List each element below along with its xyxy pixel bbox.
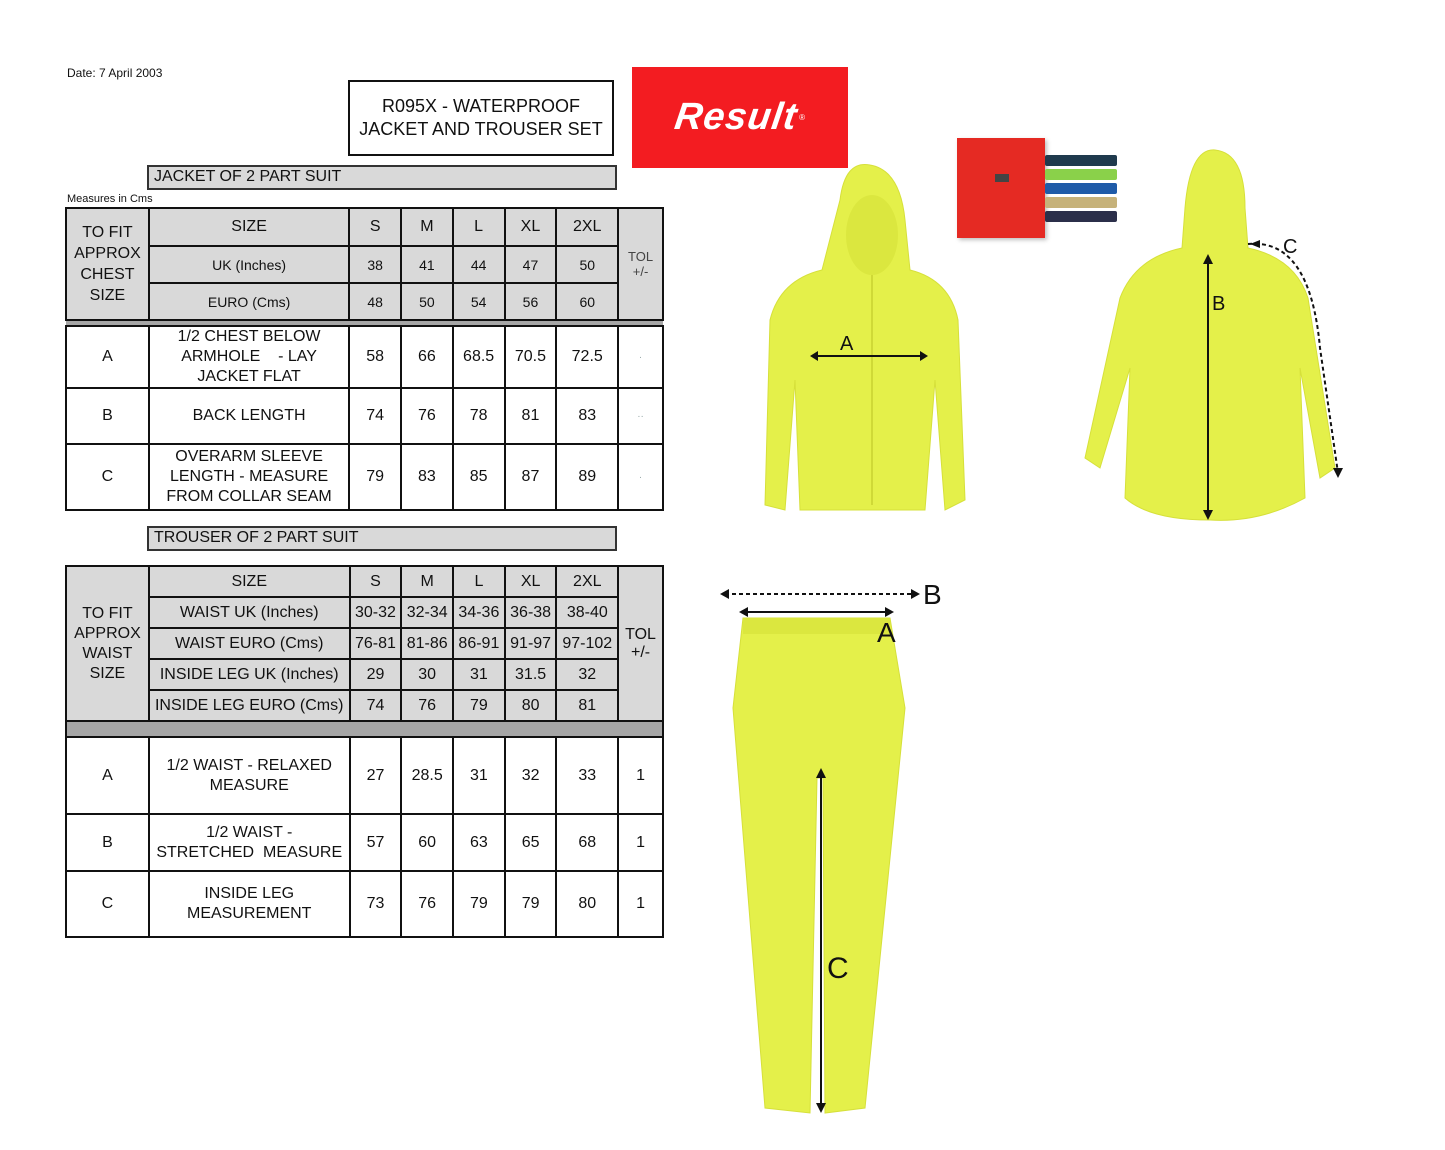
trouser-measure-row-c: C INSIDE LEG MEASUREMENT 73 76 79 79 80 1 [66, 871, 663, 937]
size-col-m: M [401, 566, 453, 597]
trouser-size-table [65, 565, 664, 938]
jacket-front-diagram [760, 160, 970, 530]
jacket-fit-row-uk: UK (Inches) 38 41 44 47 50 [66, 246, 663, 283]
size-col-2xl: 2XL [556, 208, 618, 246]
jacket-size-table [65, 207, 664, 511]
jacket-fit-label: TO FIT APPROX CHEST SIZE [66, 208, 149, 320]
document-date: Date: 7 April 2003 [67, 66, 163, 80]
svg-text:A: A [840, 333, 854, 355]
size-col-s: S [349, 208, 401, 246]
size-col-l: L [453, 208, 505, 246]
svg-text:B: B [1212, 293, 1226, 315]
jacket-fit-row-euro: EURO (Cms) 48 50 54 56 60 [66, 283, 663, 320]
packing-bag-image [957, 138, 1045, 238]
size-col-xl: XL [505, 566, 557, 597]
svg-text:C: C [1283, 236, 1298, 258]
size-col-m: M [401, 208, 453, 246]
trouser-section-title: TROUSER OF 2 PART SUIT [147, 526, 617, 551]
trouser-size-header: SIZE [149, 566, 350, 597]
document-title [348, 80, 614, 156]
trouser-measure-row-a: A 1/2 WAIST - RELAXED MEASURE 27 28.5 31 32 33 1 [66, 737, 663, 814]
size-col-l: L [453, 566, 505, 597]
svg-text:B: B [923, 579, 942, 610]
trouser-fit-row-leg-euro: INSIDE LEG EURO (Cms) 74 76 79 80 81 [66, 690, 663, 721]
svg-text:A: A [877, 617, 896, 648]
jacket-tol-header: TOL +/- [618, 208, 663, 320]
trouser-fit-label: TO FIT APPROX WAIST SIZE [66, 566, 149, 721]
title-line-1: R095X - WATERPROOF [381, 96, 581, 116]
svg-text:C: C [827, 952, 849, 985]
size-col-xl: XL [505, 208, 557, 246]
title-line-2: JACKET AND TROUSER SET [359, 119, 603, 139]
jacket-measure-row-a: A 1/2 CHEST BELOW ARMHOLE - LAY JACKET FLAT 58 66 68.5 70.5 72.5 · [66, 326, 663, 388]
brand-name: Result [672, 96, 801, 138]
jacket-measure-row-c: C OVERARM SLEEVE LENGTH - MEASURE FROM COLLAR SEAM 79 83 85 87 89 · [66, 444, 663, 510]
trouser-fit-row-waist-euro: WAIST EURO (Cms) 76-81 81-86 86-91 91-97 97-102 [66, 628, 663, 659]
size-col-s: S [350, 566, 402, 597]
size-col-2xl: 2XL [556, 566, 618, 597]
trouser-fit-row-leg-uk: INSIDE LEG UK (Inches) 29 30 31 31.5 32 [66, 659, 663, 690]
jacket-size-header: SIZE [149, 208, 349, 246]
trouser-measure-row-b: B 1/2 WAIST - STRETCHED MEASURE 57 60 63 65 68 1 [66, 814, 663, 871]
jacket-back-diagram [1080, 148, 1350, 528]
trouser-fit-row-waist-uk: WAIST UK (Inches) 30-32 32-34 34-36 36-38 38-40 [66, 597, 663, 628]
trouser-diagram [715, 578, 955, 1123]
jacket-measure-row-b: B BACK LENGTH 74 76 78 81 83 ·· [66, 388, 663, 444]
brand-logo: Result ® [632, 67, 848, 168]
jacket-section-title: JACKET OF 2 PART SUIT [147, 165, 617, 190]
units-note: Measures in Cms [67, 193, 153, 205]
trouser-tol-header: TOL +/- [618, 566, 663, 721]
